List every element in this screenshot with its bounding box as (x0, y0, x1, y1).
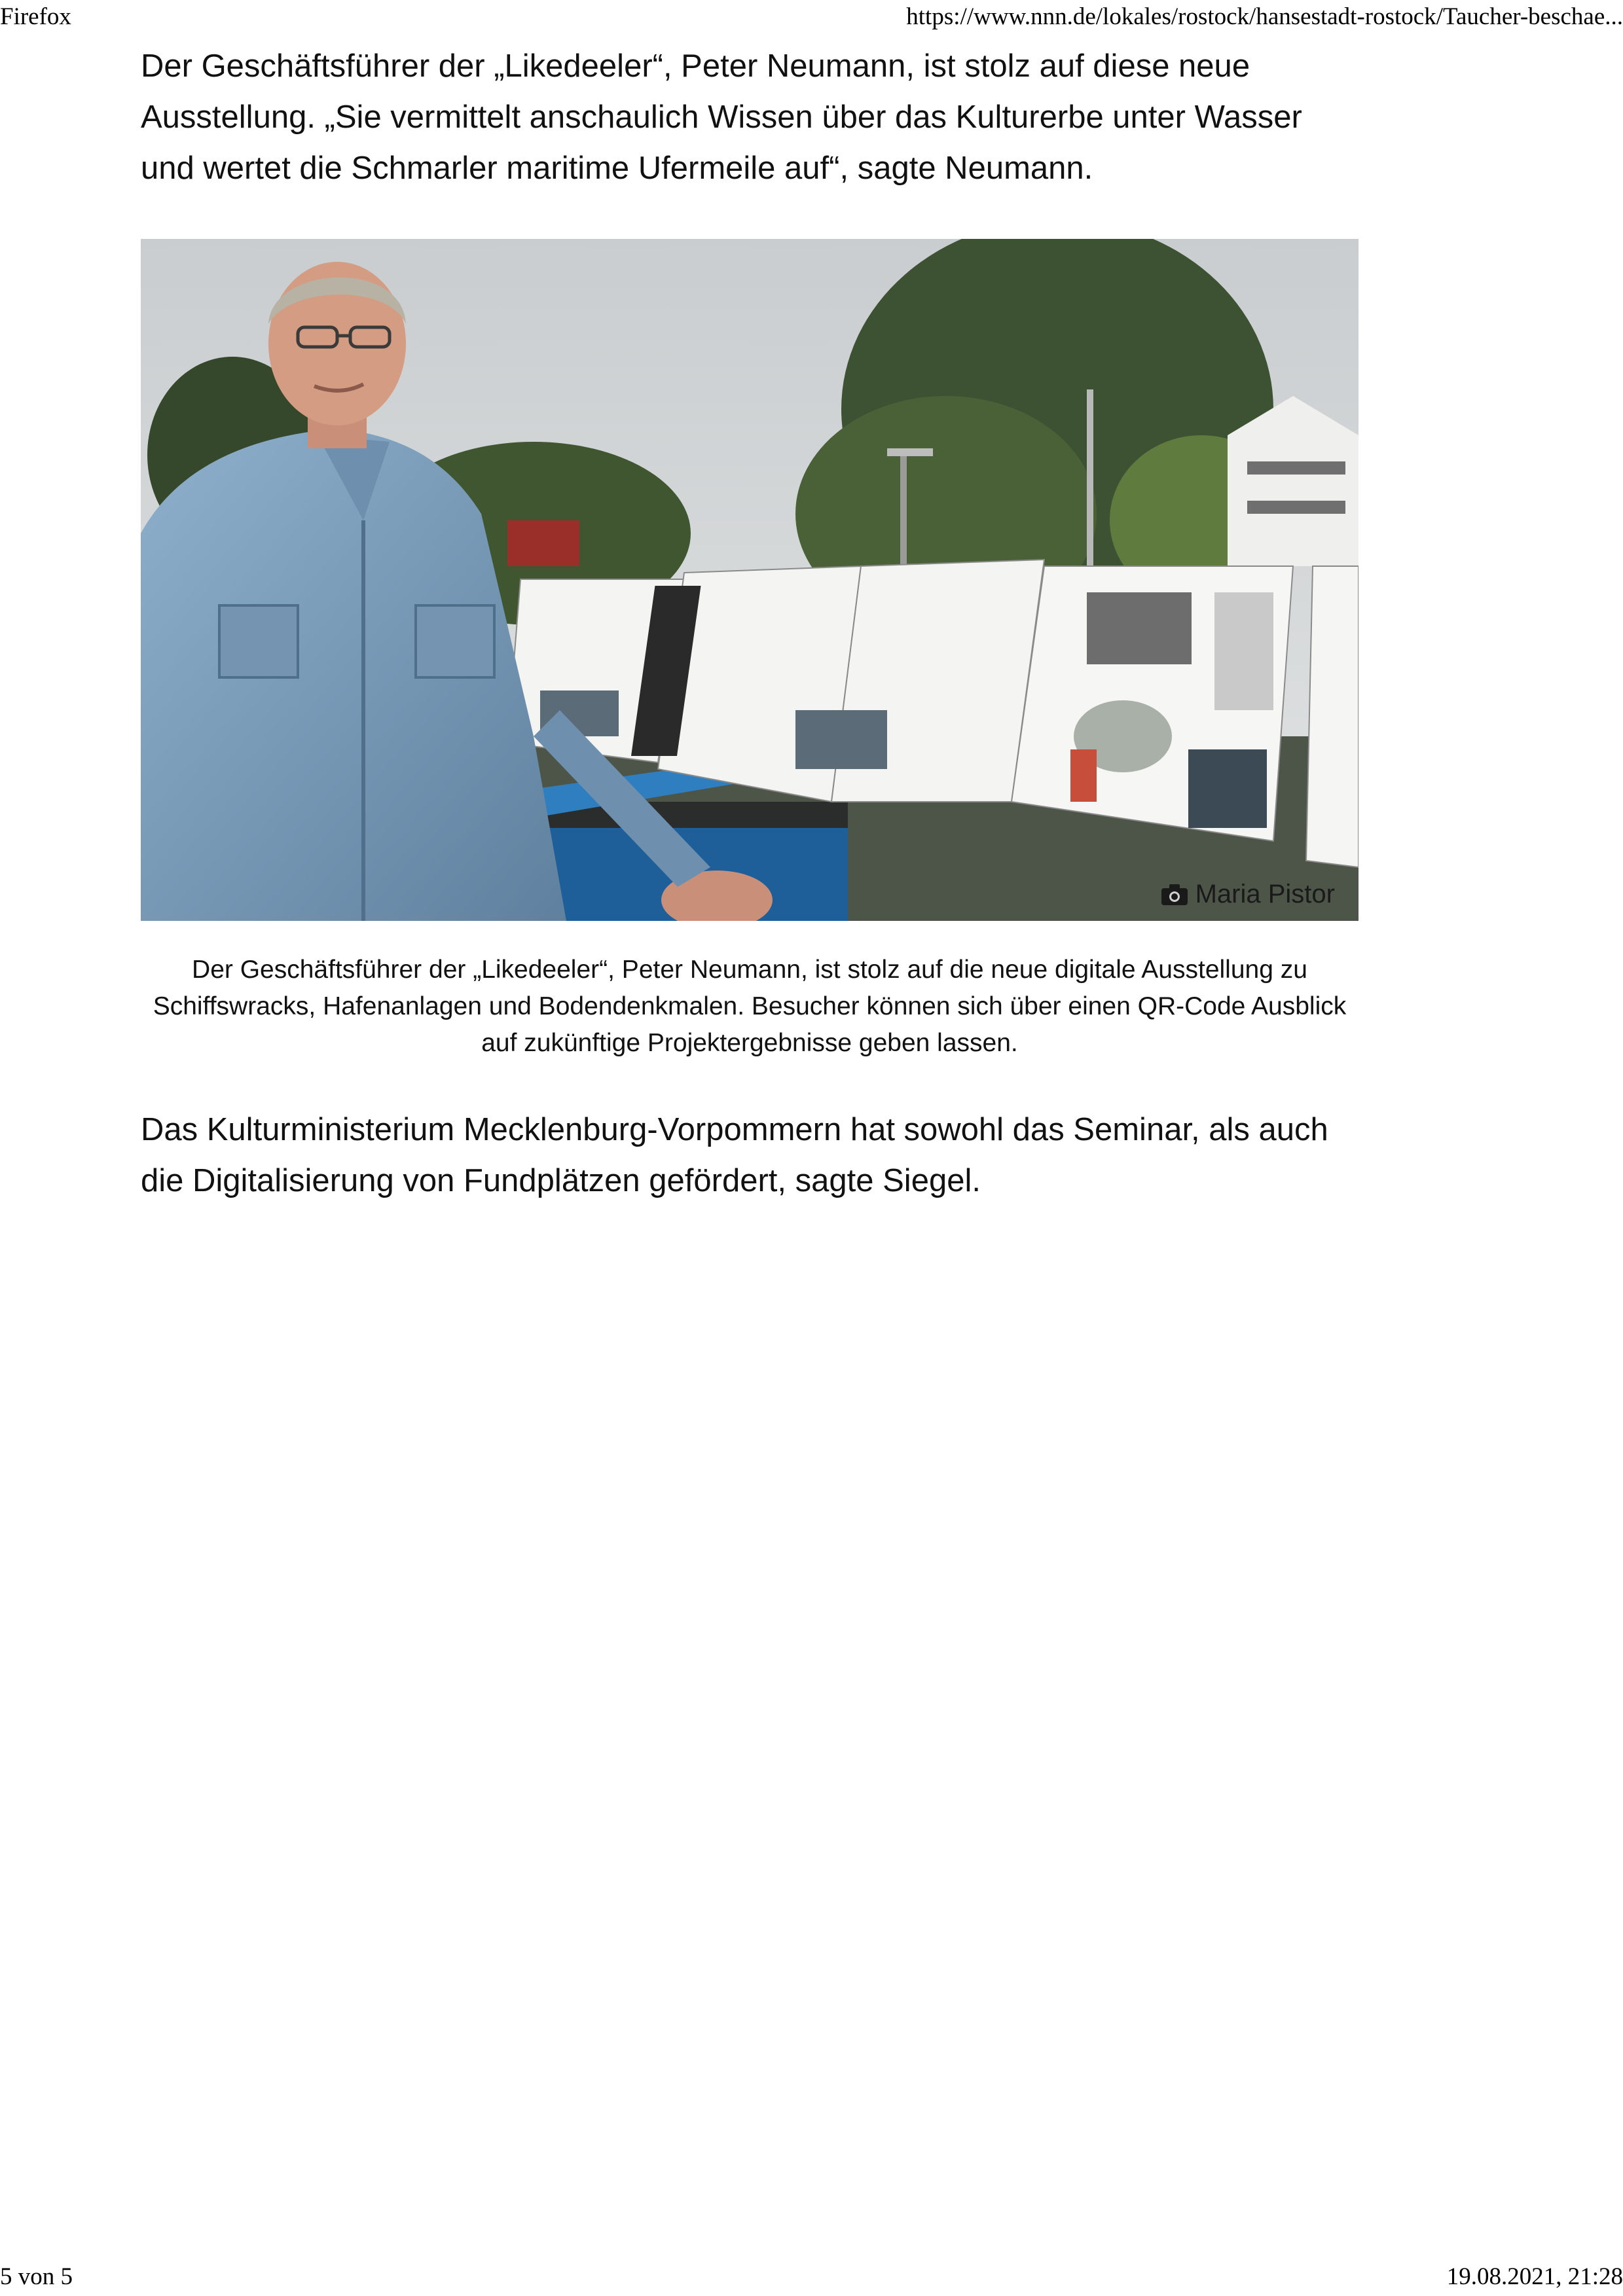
page-number: 5 von 5 (0, 2263, 73, 2290)
page-url: https://www.nnn.de/lokales/rostock/hansestadt-rostock/Taucher-beschae... (906, 3, 1623, 30)
article-paragraph: Das Kulturministerium Mecklenburg-Vorpommern hat sowohl das Seminar, als auch die Digitalisierung von Fundplätzen gefördert, sagte Siegel. (141, 1112, 1328, 1198)
photo-credit-name: Maria Pistor (1195, 880, 1335, 908)
photo-caption: Der Geschäftsführer der „Likedeeler“, Peter Neumann, ist stolz auf die neue digitale Ausstellung zu Schiffswracks, Hafenanlagen und Bodendenkmalen. Besucher können sich über einen QR-Code Ausblick auf zukünftige Projektergebnisse geben lassen. (153, 956, 1347, 1057)
photo-illustration (141, 239, 1359, 921)
photo-credit (1160, 880, 1335, 909)
camera-icon (1160, 883, 1189, 906)
print-footer (0, 2263, 1623, 2296)
browser-name: Firefox (0, 3, 71, 30)
article-photo (141, 239, 1359, 921)
article-paragraph: Der Geschäftsführer der „Likedeeler“, Peter Neumann, ist stolz auf diese neue Ausstellung. „Sie vermittelt anschaulich Wissen über das Kulturerbe unter Wasser und wertet die Schmarler maritime Ufermeile auf“, sagte Neumann. (141, 48, 1302, 186)
print-datetime: 19.08.2021, 21:28 (1446, 2263, 1623, 2290)
print-header (0, 0, 1623, 33)
